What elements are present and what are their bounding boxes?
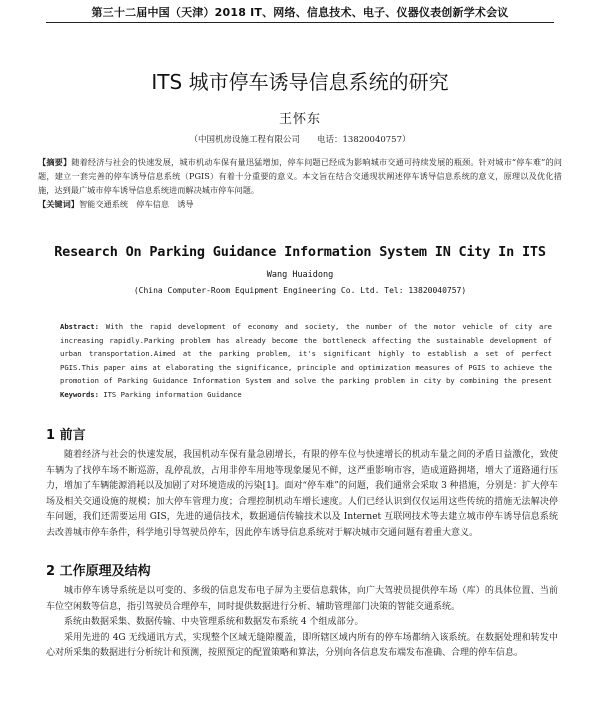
author-english: Wang Huaidong	[266, 270, 334, 280]
keywords-cn-text: 智能交通系统 停车信息 诱导	[78, 199, 194, 209]
affiliation-english: (China Computer-Room Equipment Engineering Co. Ltd. Tel: 13820040757)	[133, 286, 467, 295]
keywords-chinese	[38, 199, 562, 210]
header-rule	[46, 22, 554, 23]
abstract-cn-label: 【摘要】	[38, 157, 72, 167]
paragraph: 采用先进的 4G 无线通讯方式，实现整个区域无缝隙覆盖，即所辖区域内所有的停车场都纳入该系统。在数据处理和转发中心对所采集的数据进行分析统计和预测，按照预定的配置策略和算法，分别向各信息发布端发布准确、合理的停车信息。	[46, 632, 558, 658]
section-1-body	[46, 448, 558, 556]
paragraph: 城市停车诱导系统是以可变的、多级的信息发布电子屏为主要信息载体，向广大驾驶员提供停车场（库）的具体位置、当前车位空闲数等信息，指引驾驶员合理停车，同时提供数据进行分析、辅助管理部门决策的智能交通系统。	[46, 586, 558, 612]
paragraph: 随着经济与社会的快速发展，我国机动车保有量急剧增长，有限的停车位与快速增长的机动车量之间的矛盾日益激化，致使车辆为了找停车场不断巡游，乱停乱放，占用非停车用地等现象屡见不鲜，这严重影响市容，造成道路拥堵，增大了道路通行压力，增加了车辆能源消耗以及加剧了对环境造成的污染[1]。面对“停车难”的问题，我们通常会采取 3 种措施，分别是：扩大停车场及相关交通设施的规模；加大停车管理力度；合理控制机动车增长速度。人们已经认识到仅仅运用这些传统的措施无法解决停车问题，我们还需要运用 GIS，先进的通信技术，数据通信传输技术以及 Internet 互联网技术等去建立城市停车诱导信息系统去改善城市停车条件，科学地引导驾驶员停车，因此停车诱导信息系统对于解决城市交通问题有着重大意义。	[46, 450, 558, 538]
affiliation-chinese: （中国机房设施工程有限公司 电话：13820040757）	[189, 135, 411, 145]
paragraph: 系统由数据采集、数据传输、中央管理系统和数据发布系统 4 个组成部分。	[64, 617, 364, 627]
abstract-en-text: With the rapid development of economy and society, the number of the motor vehicle of city are increasing rapidly.Parking problem has already become the bottleneck affecting the sustainable development of urban transportation.Aimed at the parking problem, it's significant highly to establish a set of perfect PGIS.This paper aims at elaborating the significance, principle and optimization measures of PGIS to achieve the promotion of Parking Guidance Information System and solve the parking problem in city by combining the present	[60, 322, 552, 385]
keywords-en-text: ITS Parking information Guidance	[103, 390, 242, 399]
running-header: 第三十二届中国（天津）2018 IT、网络、信息技术、电子、仪器仪表创新学术会议	[91, 6, 509, 19]
section-1-heading: 1 前言	[46, 428, 86, 443]
keywords-cn-label: 【关键词】	[38, 199, 79, 209]
abstract-chinese	[38, 155, 562, 197]
title-english: Research On Parking Guidance Information System IN City In ITS	[54, 244, 546, 260]
abstract-cn-text: 随着经济与社会的快速发展，城市机动车保有量迅猛增加，停车问题已经成为影响城市交通可持续发展的瓶颈。针对城市“停车难”的问题，建立一套完善的停车诱导信息系统（PGIS）有着十分重要的意义。本文旨在结合交通现状阐述停车诱导信息系统的意义，原理以及优化措施，达到最广城市停车诱导信息系统进而解决城市停车问题。	[38, 157, 562, 195]
title-chinese: ITS 城市停车诱导信息系统的研究	[151, 70, 449, 94]
section-2-body	[46, 584, 558, 725]
keywords-english	[60, 390, 552, 399]
keywords-en-label: Keywords:	[60, 390, 99, 399]
abstract-english	[60, 320, 552, 388]
abstract-en-label: Abstract:	[60, 322, 99, 331]
section-2-heading: 2 工作原理及结构	[46, 564, 151, 579]
author-chinese: 王怀东	[278, 112, 321, 127]
